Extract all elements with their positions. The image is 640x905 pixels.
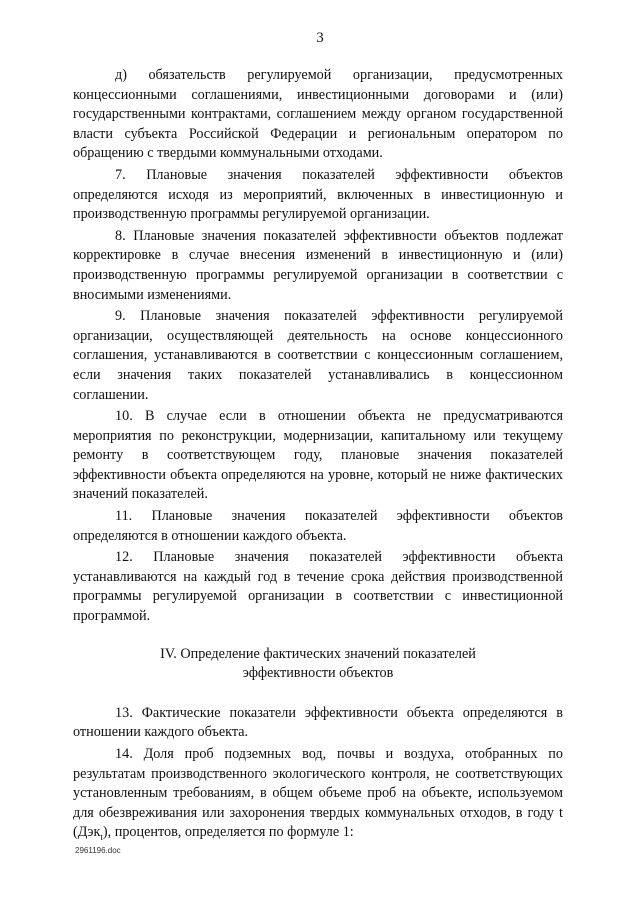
paragraph-11: 11. Плановые значения показателей эффективности объектов определяются в отношении каждого объекта. [73,508,563,544]
paragraph-d: д) обязательств регулируемой организации, предусмотренных концессионными соглашениями, инвестиционными договорами и (или) государственными контрактами, соглашением между органом государственной власти субъекта Российской Федерации и региональным оператором по обращению с твердыми коммунальными отходами. [73,67,563,162]
paragraph-8: 8. Плановые значения показателей эффективности объектов подлежат корректировке в случае внесения изменений в инвестиционную и (или) производственную программы регулируемой организации в соответствии с вносимыми изменениями. [73,227,563,303]
section-heading [73,645,563,684]
section-heading-line-1: IV. Определение фактических значений показателей [160,645,476,662]
page-number: 3 [316,30,324,46]
paragraph-7: 7. Плановые значения показателей эффективности объектов определяются исходя из мероприятий, включенных в инвестиционную и производственную программы регулируемой организации. [73,166,563,223]
paragraph-14-text-before: 14. Доля проб подземных вод, почвы и воздуха, отобранных по результатам производственного экологического контроля, не соответствующих установленным требованиям, в общем объеме проб на объекте, используемом для обезвреживания или захоронения твердых коммунальных отходов, в году t (Дэк [73,746,563,841]
paragraph-13: 13. Фактические показатели эффективности объекта определяются в отношении каждого объекта. [73,704,563,741]
document-body [73,66,563,850]
section-heading-line-2: эффективности объектов [242,665,394,682]
paragraph-14 [73,745,563,848]
paragraph-14-text-after: ), процентов, определяется по формуле 1: [102,824,354,841]
paragraph-14-subscript: t [100,832,103,843]
paragraph-10: 10. В случае если в отношении объекта не предусматриваются мероприятия по реконструкции, модернизации, капитальному или текущему ремонту в соответствующем году, плановые значения показателей эффективности объекта определяются на уровне, который не ниже фактических значений показателей. [73,408,563,503]
footer-document-code: 2961196.doc [75,846,121,855]
paragraph-12: 12. Плановые значения показателей эффективности объекта устанавливаются на каждый год в течение срока действия производственной программы регулируемой организации в соответствии с инвестиционной программой. [73,549,563,625]
paragraph-9: 9. Плановые значения показателей эффективности регулируемой организации, осуществляющей деятельность на основе концессионного соглашения, устанавливаются в соответствии с концессионным соглашением, если значения таких показателей устанавливались в концессионном соглашении. [73,308,563,403]
